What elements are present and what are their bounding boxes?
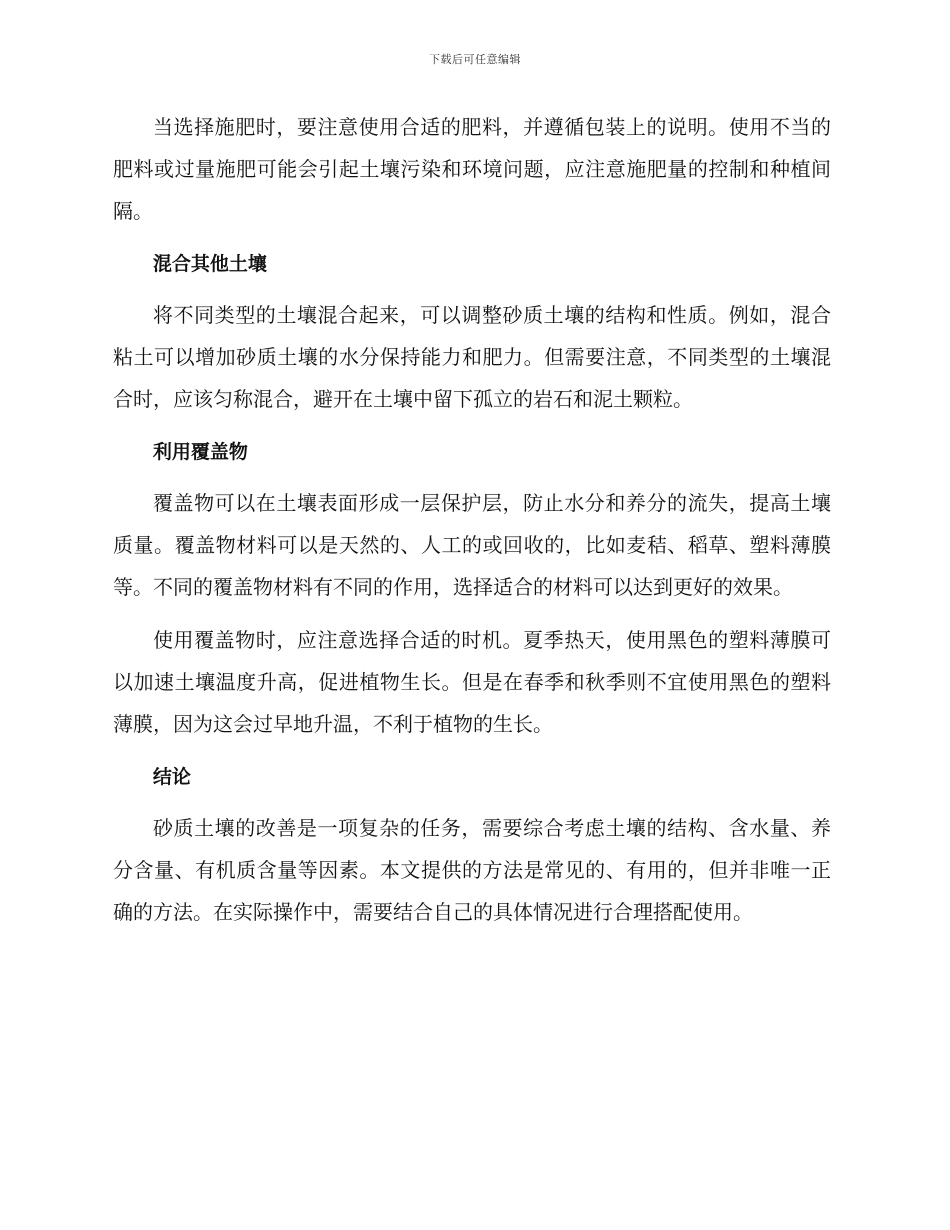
paragraph-fertilizer-note: 当选择施肥时，要注意使用合适的肥料，并遵循包装上的说明。使用不当的肥料或过量施肥可能会引起土壤污染和环境问题，应注意施肥量的控制和种植间隔。 [113, 115, 831, 223]
paragraph-conclusion: 砂质土壤的改善是一项复杂的任务，需要综合考虑土壤的结构、含水量、养分含量、有机质含量等因素。本文提供的方法是常见的、有用的，但并非唯一正确的方法。在实际操作中，需要结合自己的具体情况进行合理搭配使用。 [113, 816, 831, 924]
heading-conclusion: 结论 [152, 766, 191, 788]
document-body [113, 106, 831, 944]
paragraph-mix-soil: 将不同类型的土壤混合起来，可以调整砂质土壤的结构和性质。例如，混合粘土可以增加砂质土壤的水分保持能力和肥力。但需要注意，不同类型的土壤混合时，应该匀称混合，避开在土壤中留下孤立的岩石和泥土颗粒。 [113, 303, 831, 411]
paragraph-covering-timing: 使用覆盖物时，应注意选择合适的时机。夏季热天，使用黑色的塑料薄膜可以加速土壤温度升高，促进植物生长。但是在春季和秋季则不宜使用黑色的塑料薄膜，因为这会过早地升温，不利于植物的生长。 [113, 628, 831, 736]
page-header: 下载后可任意编辑 [429, 53, 521, 66]
heading-mix-other-soil: 混合其他土壤 [152, 253, 267, 275]
paragraph-covering-intro: 覆盖物可以在土壤表面形成一层保护层，防止水分和养分的流失，提高土壤质量。覆盖物材料可以是天然的、人工的或回收的，比如麦秸、稻草、塑料薄膜等。不同的覆盖物材料有不同的作用，选择适合的材料可以达到更好的效果。 [113, 491, 831, 599]
heading-use-covering: 利用覆盖物 [152, 441, 248, 463]
